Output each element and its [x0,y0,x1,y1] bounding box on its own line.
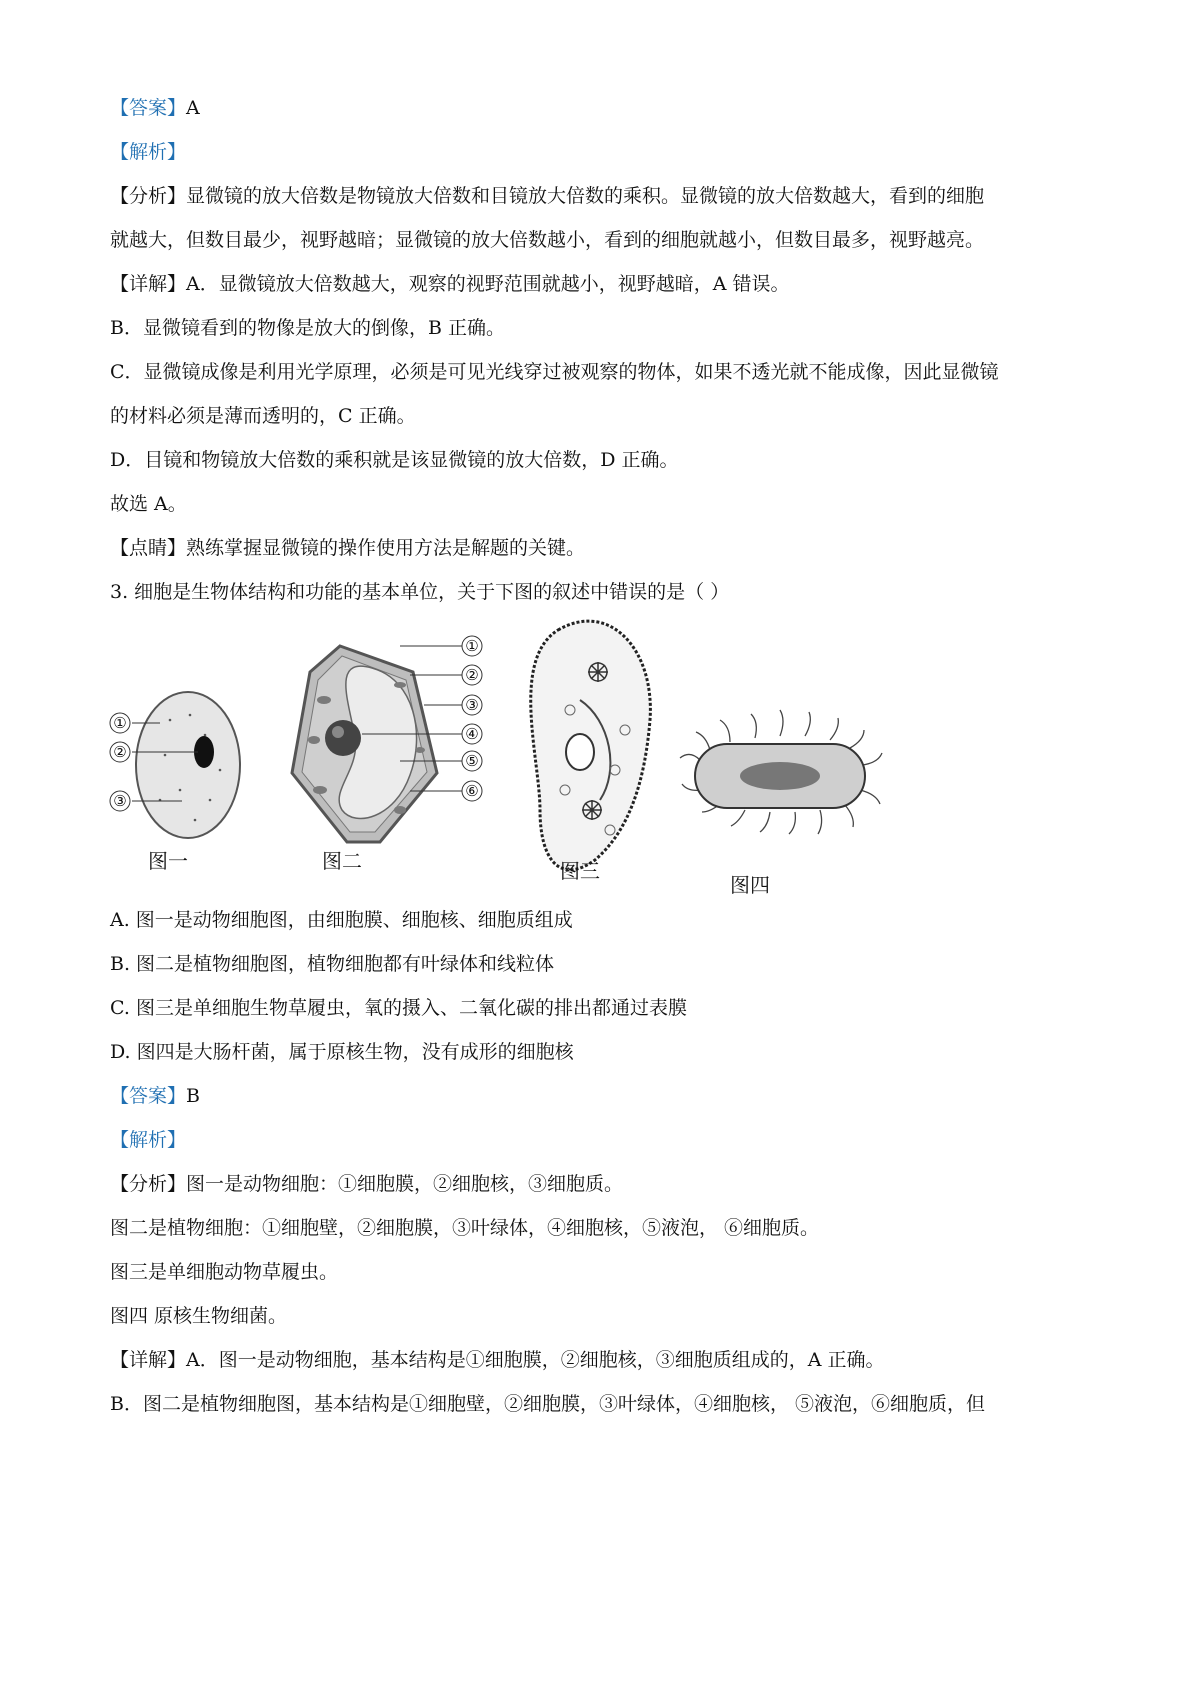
figure-3-paramecium [531,621,651,883]
fig2-label-6: ⑥ [465,782,479,800]
detail-d: D．目镜和物镜放大倍数的乘积就是该显微镜的放大倍数，D 正确。 [110,449,679,471]
conclusion: 故选 A。 [110,493,187,515]
cell-figures [110,637,970,980]
fig3-caption: 图三 [560,859,600,883]
analysis-tag-2: 【解析】 [110,1129,187,1151]
fig2-label-4: ④ [465,725,479,743]
detail-a-2: 【详解】A．图一是动物细胞，基本结构是①细胞膜，②细胞核，③细胞质组成的，A 正确。 [110,1349,885,1371]
question-3-stem: 3. 细胞是生物体结构和功能的基本单位，关于下图的叙述中错误的是（ ） [110,581,730,603]
fig2-label-5: ⑤ [465,752,479,770]
fig2-label-2: ② [465,666,479,684]
figure-4-bacterium [680,710,882,897]
option-d: D. 图四是大肠杆菌，属于原核生物，没有成形的细胞核 [110,1041,574,1063]
detail-c-2: 的材料必须是薄而透明的，C 正确。 [110,405,416,427]
detail-b: B．显微镜看到的物像是放大的倒像，B 正确。 [110,317,505,339]
answer-value: A [186,97,200,119]
analysis-fig2: 图二是植物细胞：①细胞壁，②细胞膜，③叶绿体，④细胞核，⑤液泡， ⑥细胞质。 [110,1217,820,1239]
answer-line-2 [110,1084,200,1108]
figure-1-animal-cell [110,692,240,873]
fig1-label-2: ② [113,743,127,761]
answer-line-1 [110,96,200,120]
detail-c-1: C．显微镜成像是利用光学原理，必须是可见光线穿过被观察的物体，如果不透光就不能成像，因此显微镜 [110,361,999,383]
answer-tag: 【答案】 [110,97,187,119]
option-c: C. 图三是单细胞生物草履虫，氧的摄入、二氧化碳的排出都通过表膜 [110,997,687,1019]
figure-2-plant-cell [292,636,482,873]
analysis-fig3: 图三是单细胞动物草履虫。 [110,1261,339,1283]
fig2-caption: 图二 [322,849,362,873]
fig1-label-1: ① [113,714,127,732]
fig4-caption: 图四 [730,873,770,897]
analysis-tag: 【解析】 [110,141,187,163]
option-b: B. 图二是植物细胞图，植物细胞都有叶绿体和线粒体 [110,953,555,975]
fig1-caption: 图一 [148,849,188,873]
detail-a: 【详解】A．显微镜放大倍数越大，观察的视野范围就越小，视野越暗，A 错误。 [110,273,790,295]
fig2-label-3: ③ [465,696,479,714]
key-point: 【点睛】熟练掌握显微镜的操作使用方法是解题的关键。 [110,537,586,559]
analysis-fig4: 图四 原核生物细菌。 [110,1305,288,1327]
fig2-label-1: ① [465,637,479,655]
option-a: A. 图一是动物细胞图，由细胞膜、细胞核、细胞质组成 [110,909,573,931]
detail-b-2: B．图二是植物细胞图，基本结构是①细胞壁，②细胞膜，③叶绿体，④细胞核， ⑤液泡，⑥细胞质，但 [110,1393,986,1415]
fig1-label-3: ③ [113,792,127,810]
analysis-text-2: 就越大，但数目最少，视野越暗；显微镜的放大倍数越小，看到的细胞就越小，但数目最多，视野越亮。 [110,229,985,251]
analysis-fig1: 【分析】图一是动物细胞：①细胞膜，②细胞核，③细胞质。 [110,1173,624,1195]
analysis-text-1: 【分析】显微镜的放大倍数是物镜放大倍数和目镜放大倍数的乘积。显微镜的放大倍数越大，看到的细胞 [110,185,985,207]
answer-tag-2: 【答案】 [110,1085,187,1107]
answer-value-2: B [186,1085,200,1107]
